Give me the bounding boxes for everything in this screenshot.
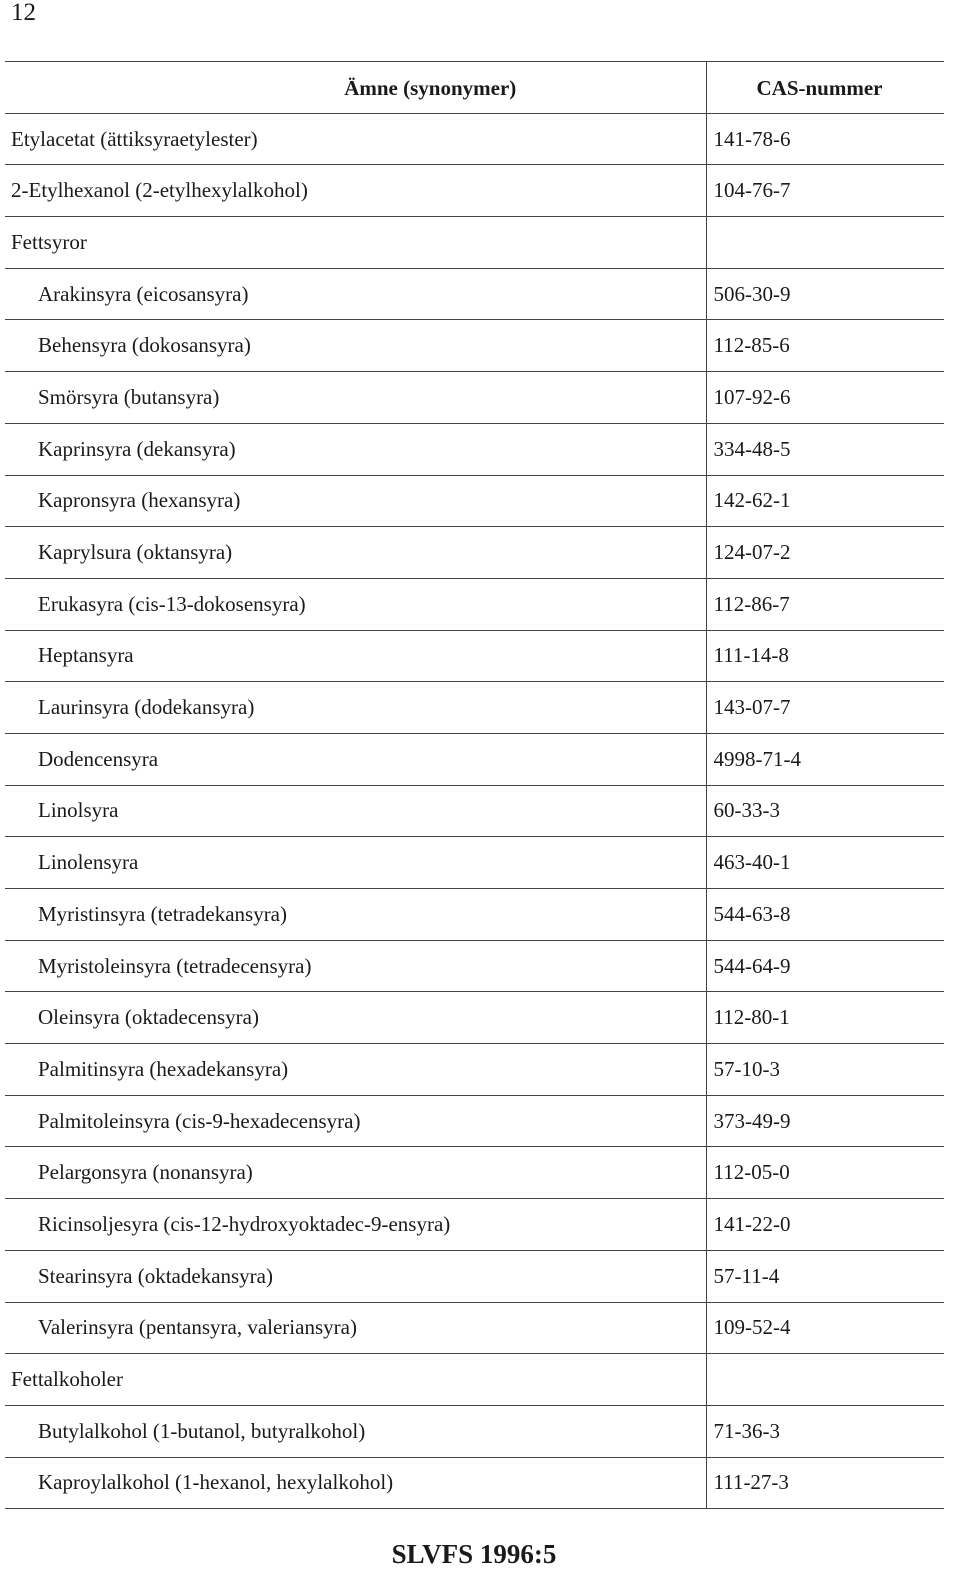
substance-name: Arakinsyra (eicosansyra) — [5, 268, 706, 320]
cas-number — [706, 217, 944, 269]
table-row — [5, 1302, 944, 1354]
substance-name: Etylacetat (ättiksyraetylester) — [5, 113, 706, 165]
substance-name: Kaproylalkohol (1-hexanol, hexylalkohol) — [5, 1457, 706, 1509]
substance-name: Linolsyra — [5, 785, 706, 837]
cas-number: 107-92-6 — [706, 372, 944, 424]
cas-number: 4998-71-4 — [706, 733, 944, 785]
cas-number: 57-10-3 — [706, 1044, 944, 1096]
cas-number: 111-27-3 — [706, 1457, 944, 1509]
table-row — [5, 320, 944, 372]
table-row — [5, 837, 944, 889]
substance-name: Smörsyra (butansyra) — [5, 372, 706, 424]
substance-name: Butylalkohol (1-butanol, butyralkohol) — [5, 1405, 706, 1457]
cas-number: 109-52-4 — [706, 1302, 944, 1354]
cas-number: 57-11-4 — [706, 1250, 944, 1302]
table-row — [5, 785, 944, 837]
substance-name: Dodencensyra — [5, 733, 706, 785]
substance-name: Valerinsyra (pentansyra, valeriansyra) — [5, 1302, 706, 1354]
substance-name: Erukasyra (cis-13-dokosensyra) — [5, 578, 706, 630]
table-header-row — [5, 62, 944, 114]
cas-number: 141-22-0 — [706, 1199, 944, 1251]
cas-number: 544-63-8 — [706, 889, 944, 941]
cas-number: 112-85-6 — [706, 320, 944, 372]
cas-number: 506-30-9 — [706, 268, 944, 320]
substance-name: Fettalkoholer — [5, 1354, 706, 1406]
substance-name: Kaprinsyra (dekansyra) — [5, 423, 706, 475]
table-row — [5, 630, 944, 682]
substance-name: Myristinsyra (tetradekansyra) — [5, 889, 706, 941]
table-row — [5, 113, 944, 165]
table-body — [5, 113, 944, 1509]
substance-name: Heptansyra — [5, 630, 706, 682]
table-row — [5, 268, 944, 320]
table-row — [5, 475, 944, 527]
cas-number: 104-76-7 — [706, 165, 944, 217]
substance-cas-table — [5, 61, 944, 1509]
cas-number: 112-05-0 — [706, 1147, 944, 1199]
cas-number: 142-62-1 — [706, 475, 944, 527]
substance-name: Behensyra (dokosansyra) — [5, 320, 706, 372]
table-row — [5, 1044, 944, 1096]
cas-number: 463-40-1 — [706, 837, 944, 889]
cas-number: 141-78-6 — [706, 113, 944, 165]
substance-name: Fettsyror — [5, 217, 706, 269]
substance-name: Pelargonsyra (nonansyra) — [5, 1147, 706, 1199]
table-row — [5, 217, 944, 269]
substance-name: Kaprylsura (oktansyra) — [5, 527, 706, 579]
cas-number: 112-80-1 — [706, 992, 944, 1044]
substance-name: Stearinsyra (oktadekansyra) — [5, 1250, 706, 1302]
cas-number: 143-07-7 — [706, 682, 944, 734]
substance-name: Ricinsoljesyra (cis-12-hydroxyoktadec-9-ensyra) — [5, 1199, 706, 1251]
table-row — [5, 527, 944, 579]
table-row — [5, 682, 944, 734]
table-row — [5, 1095, 944, 1147]
substance-name: Palmitinsyra (hexadekansyra) — [5, 1044, 706, 1096]
cas-number: 334-48-5 — [706, 423, 944, 475]
substance-name: Kapronsyra (hexansyra) — [5, 475, 706, 527]
substance-name: Palmitoleinsyra (cis-9-hexadecensyra) — [5, 1095, 706, 1147]
table-row — [5, 1354, 944, 1406]
substance-name: Laurinsyra (dodekansyra) — [5, 682, 706, 734]
substance-name: Linolensyra — [5, 837, 706, 889]
cas-number: 373-49-9 — [706, 1095, 944, 1147]
cas-number — [706, 1354, 944, 1406]
cas-number: 111-14-8 — [706, 630, 944, 682]
table-row — [5, 372, 944, 424]
table-row — [5, 578, 944, 630]
table-row — [5, 165, 944, 217]
substance-name: 2-Etylhexanol (2-etylhexylalkohol) — [5, 165, 706, 217]
cas-number: 124-07-2 — [706, 527, 944, 579]
header-cas-number: CAS-nummer — [706, 62, 944, 114]
table-row — [5, 423, 944, 475]
document-footer: SLVFS 1996:5 — [391, 1539, 557, 1569]
table-row — [5, 1457, 944, 1509]
table-row — [5, 733, 944, 785]
cas-number: 71-36-3 — [706, 1405, 944, 1457]
table-row — [5, 889, 944, 941]
cas-number: 112-86-7 — [706, 578, 944, 630]
table-row — [5, 1250, 944, 1302]
substance-name: Myristoleinsyra (tetradecensyra) — [5, 940, 706, 992]
page-number: 12 — [11, 0, 36, 26]
table-row — [5, 1405, 944, 1457]
table-row — [5, 940, 944, 992]
header-substance: Ämne (synonymer) — [5, 62, 706, 114]
table-row — [5, 992, 944, 1044]
cas-number: 544-64-9 — [706, 940, 944, 992]
table-row — [5, 1147, 944, 1199]
table-row — [5, 1199, 944, 1251]
cas-number: 60-33-3 — [706, 785, 944, 837]
substance-name: Oleinsyra (oktadecensyra) — [5, 992, 706, 1044]
